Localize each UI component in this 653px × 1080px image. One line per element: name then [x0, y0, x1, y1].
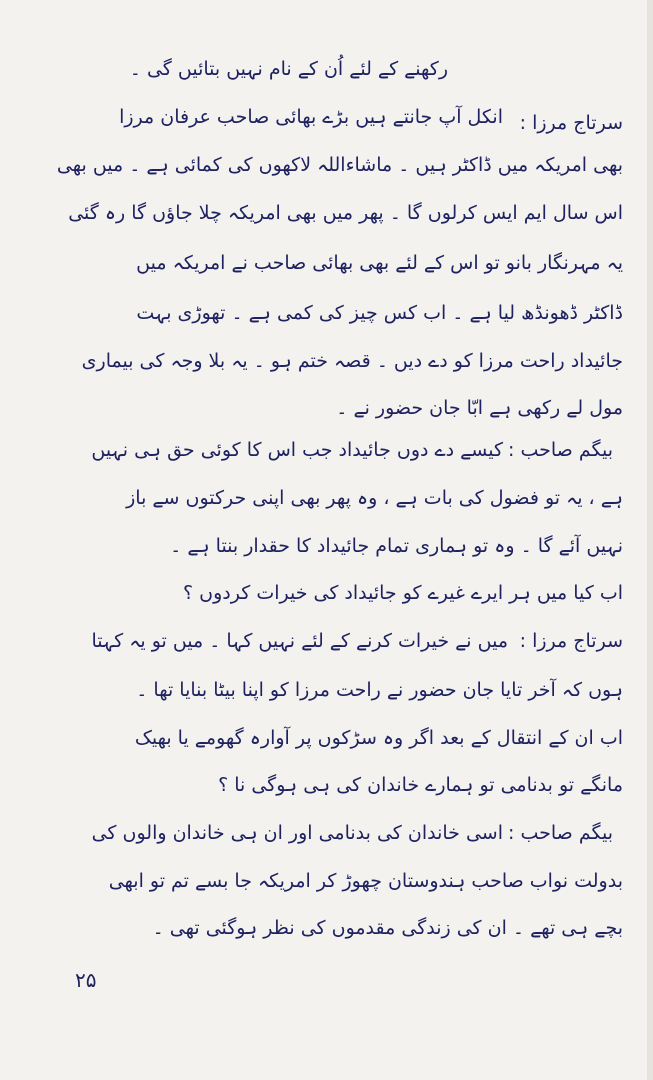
text-line-4: اس سال ایم ایس کرلوں گا ۔ پھر میں بھی امریکہ چلا جاؤں گا رہ گئی — [68, 202, 623, 224]
text-line-5: یہ مہرنگار بانو تو اس کے لئے بھی بھائی صاحب نے امریکہ میں — [136, 252, 623, 274]
text-line-11: نہیں آئے گا ۔ وہ تو ہماری تمام جائیداد کا حقدار بنتا ہے ۔ — [170, 535, 623, 557]
text-line-2: انکل آپ جانتے ہیں بڑے بھائی صاحب عرفان مرزا — [119, 106, 503, 128]
text-line-16: مانگے تو بدنامی تو ہمارے خاندان کی ہی ہوگی نا ؟ — [218, 774, 623, 796]
text-line-6: ڈاکٹر ڈھونڈھ لیا ہے ۔ اب کس چیز کی کمی ہے ۔ تھوڑی بہت — [136, 302, 623, 324]
speaker-label-2: بیگم صاحب : — [508, 439, 613, 461]
text-line-17: اسی خاندان کی بدنامی اور ان ہی خاندان والوں کی — [91, 822, 503, 844]
speaker-label-3: سرتاج مرزا : — [519, 630, 623, 652]
text-line-18: بدولت نواب صاحب ہندوستان چھوڑ کر امریکہ جا بسے تم تو ابھی — [108, 870, 623, 892]
text-line-8: مول لے رکھی ہے ابّا جان حضور نے ۔ — [336, 397, 623, 419]
text-line-12: اب کیا میں ہر ایرے غیرے کو جائیداد کی خیرات کردوں ؟ — [183, 582, 623, 604]
speaker-label-1: سرتاج مرزا : — [519, 112, 623, 134]
text-line-1: رکھنے کے لئے اُن کے نام نہیں بتائیں گی ۔ — [129, 58, 448, 80]
text-line-14: ہوں کہ آخر تایا جان حضور نے راحت مرزا کو اپنا بیٹا بنایا تھا ۔ — [136, 679, 623, 701]
text-line-10: ہے ، یہ تو فضول کی بات ہے ، وہ پھر بھی اپنی حرکتوں سے باز — [126, 487, 623, 509]
text-line-7: جائیداد راحت مرزا کو دے دیں ۔ قصہ ختم ہو ۔ یہ بلا وجہ کی بیماری — [81, 350, 623, 372]
page-edge — [647, 0, 653, 1080]
page-number: ۲۵ — [75, 968, 97, 992]
text-line-15: اب ان کے انتقال کے بعد اگر وہ سڑکوں پر آوارہ گھومے یا بھیک — [134, 727, 623, 749]
speaker-label-4: بیگم صاحب : — [508, 822, 613, 844]
text-line-9: کیسے دے دوں جائیداد جب اس کا کوئی حق ہی نہیں — [91, 439, 503, 461]
text-line-3: بھی امریکہ میں ڈاکٹر ہیں ۔ ماشاءاللہ لاکھوں کی کمائی ہے ۔ میں بھی — [56, 154, 623, 176]
text-line-13: میں نے خیرات کرنے کے لئے نہیں کہا ۔ میں تو یہ کہتا — [91, 630, 508, 652]
text-line-19: بچے ہی تھے ۔ ان کی زندگی مقدموں کی نظر ہوگئی تھی ۔ — [152, 917, 623, 939]
